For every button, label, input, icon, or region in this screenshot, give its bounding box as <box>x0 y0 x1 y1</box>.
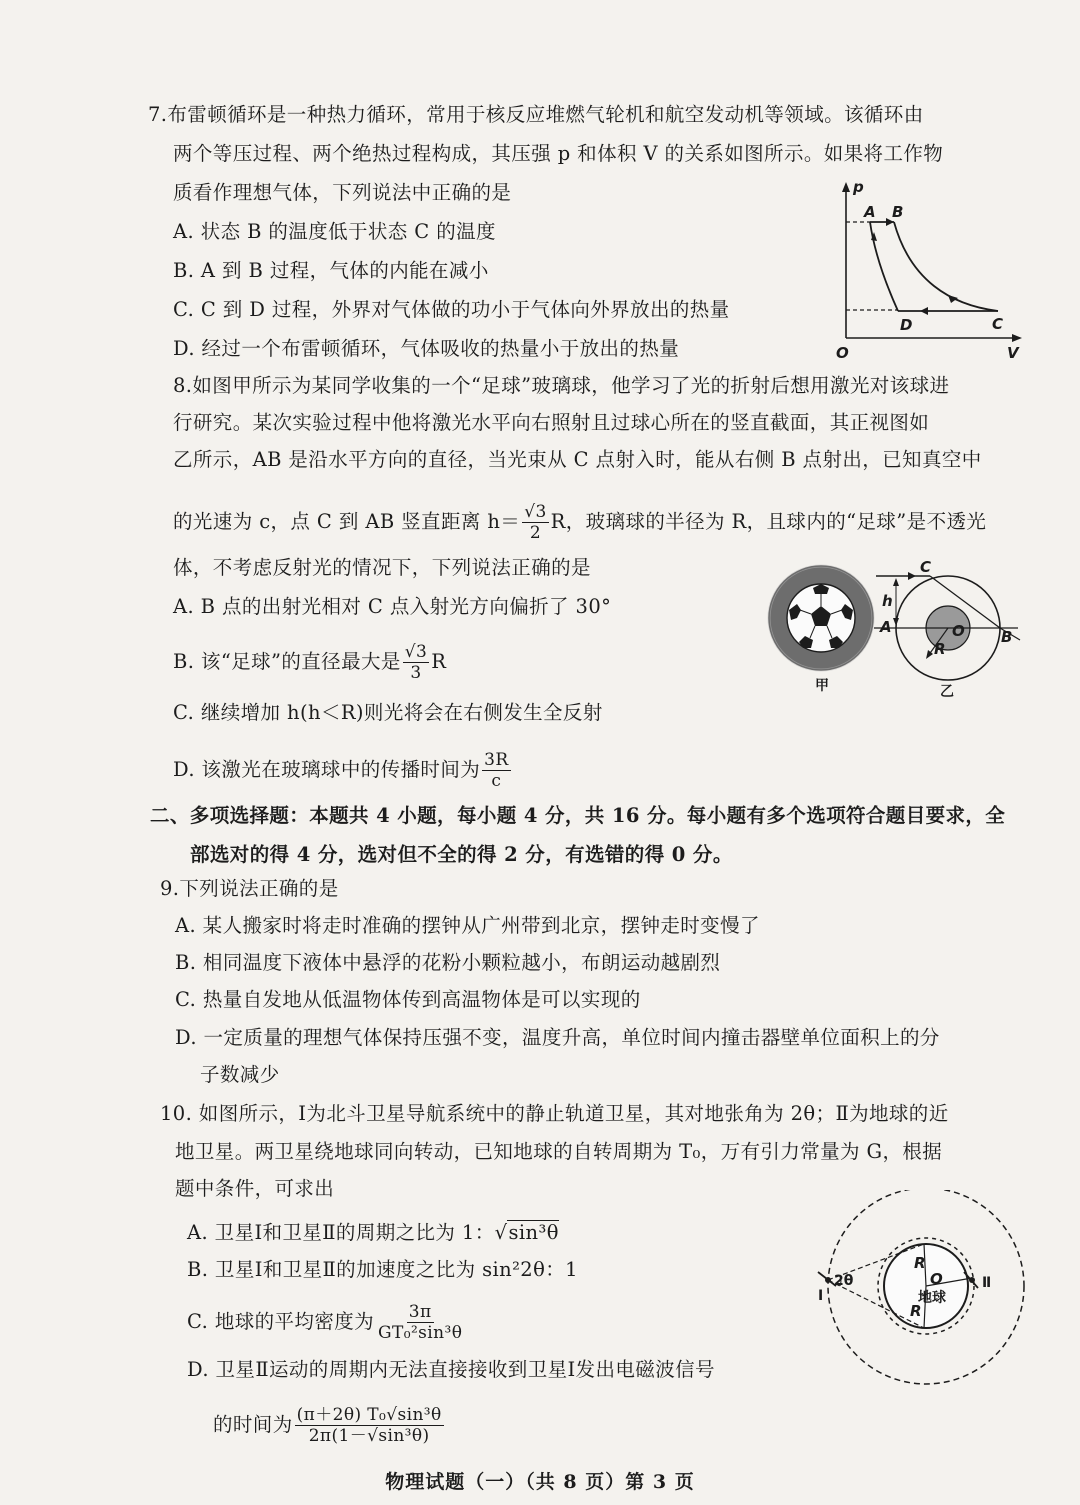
point-d-label: D <box>900 316 913 334</box>
q10-stem-line3: 题中条件，可求出 <box>175 1177 335 1200</box>
point-a-label: A <box>880 618 892 636</box>
earth-label: 地球 <box>918 1290 946 1306</box>
q8-stem-line1: 8.如图甲所示为某同学收集的一个“足球”玻璃球，他学习了光的折射后想用激光对该球进 <box>173 374 950 397</box>
density-fraction: $\frac{3\pi}{\text{GT₀²sin³θ}}$ <box>378 1302 463 1343</box>
v-axis-label: V <box>1007 344 1019 362</box>
q9-option-b: B. 相同温度下液体中悬浮的花粉小颗粒越小，布朗运动越剧烈 <box>175 951 721 974</box>
q8-option-b: B. 该“足球”的直径最大是 $\frac{√3}{3}$ R <box>173 642 447 683</box>
q10-option-c: C. 地球的平均密度为 $\frac{3\pi}{\text{GT₀²sin³θ}}$ <box>187 1302 463 1343</box>
page-footer: 物理试题（一）（共 8 页）第 3 页 <box>385 1471 695 1493</box>
q10-option-d-cont: 的时间为 $\frac{\text{(π＋2θ) T₀√sin³θ}}{\text{2π(1－√sin³θ)}}$ <box>213 1405 442 1446</box>
yi-label: 乙 <box>940 684 954 700</box>
q7-stem-line3: 质看作理想气体，下列说法中正确的是 <box>173 181 512 204</box>
q8-figure-jia <box>765 562 885 702</box>
q7-option-a: A. 状态 B 的温度低于状态 C 的温度 <box>173 220 496 243</box>
q8-option-c: C. 继续增加 h(h＜R)则光将会在右侧发生全反射 <box>173 701 603 724</box>
q10-stem-line1: 10. 如图所示，Ⅰ为北斗卫星导航系统中的静止轨道卫星，其对地张角为 2θ；Ⅱ为地球的近 <box>160 1102 949 1125</box>
q8-line4-text-b: R，玻璃球的半径为 R，且球内的“足球”是不透光 <box>550 510 987 533</box>
time-fraction: $\frac{\text{(π＋2θ) T₀√sin³θ}}{\text{2π(1－√sin³θ)}}$ <box>296 1405 442 1446</box>
q9-stem: 9.下列说法正确的是 <box>160 877 339 900</box>
q7-stem-line2: 两个等压过程、两个绝热过程构成，其压强 p 和体积 V 的关系如图所示。如果将工作物 <box>173 142 944 165</box>
q9-option-a: A. 某人搬家时将走时准确的摆钟从广州带到北京，摆钟走时变慢了 <box>175 914 760 937</box>
sat2-label: Ⅱ <box>982 1275 992 1291</box>
q8-line4-text-a: 的光速为 c，点 C 到 AB 竖直距离 h＝ <box>173 510 521 533</box>
q9-option-d: D. 一定质量的理想气体保持压强不变，温度升高，单位时间内撞击器壁单位面积上的分 <box>175 1026 940 1049</box>
q10-option-a: A. 卫星Ⅰ和卫星Ⅱ的周期之比为 1：√sin³θ <box>187 1221 559 1244</box>
q7-pv-diagram <box>830 180 1030 365</box>
jia-label: 甲 <box>815 678 829 694</box>
q7-option-b: B. A 到 B 过程，气体的内能在减小 <box>173 259 489 282</box>
q8-option-a: A. B 点的出射光相对 C 点入射光方向偏折了 30° <box>173 595 612 618</box>
q10-option-d: D. 卫星Ⅱ运动的周期内无法直接接收到卫星Ⅰ发出电磁波信号 <box>187 1358 715 1381</box>
q8-stem-line3: 乙所示，AB 是沿水平方向的直径，当光束从 C 点射入时，能从右侧 B 点射出，已知真空中 <box>173 448 982 471</box>
p-axis-label: p <box>853 180 864 196</box>
h-label: h <box>882 592 893 610</box>
radius-r-label: R <box>934 640 946 658</box>
q7-option-d: D. 经过一个布雷顿循环，气体吸收的热量小于放出的热量 <box>173 337 680 360</box>
center-o-label: O <box>930 1270 943 1288</box>
q10-option-b: B. 卫星Ⅰ和卫星Ⅱ的加速度之比为 sin²2θ：1 <box>187 1258 578 1281</box>
q8-figure-yi <box>868 556 1028 701</box>
q10-stem-line2: 地卫星。两卫星绕地球同向转动，已知地球的自转周期为 T₀，万有引力常量为 G，根据 <box>175 1140 943 1163</box>
d-fraction: $\frac{3R}{c}$ <box>484 750 509 791</box>
h-fraction: $\frac{√3}{2}$ <box>524 502 547 543</box>
point-c-label: C <box>992 315 1004 333</box>
q9-option-c: C. 热量自发地从低温物体传到高温物体是可以实现的 <box>175 988 641 1011</box>
q8-option-d: D. 该激光在玻璃球中的传播时间为 $\frac{3R}{c}$ <box>173 750 509 791</box>
section2-heading-line2: 部选对的得 4 分，选对但不全的得 2 分，有选错的得 0 分。 <box>190 843 733 866</box>
center-o-label: O <box>952 622 965 640</box>
q10-orbit-figure <box>796 1190 1046 1390</box>
q8-stem-line2: 行研究。某次实验过程中他将激光水平向右照射且过球心所在的竖直截面，其正视图如 <box>173 411 930 434</box>
point-b-label: B <box>892 203 904 221</box>
angle-label: 2θ <box>834 1273 854 1289</box>
radius-r-bottom-label: R <box>910 1302 922 1320</box>
origin-label: O <box>836 344 849 362</box>
q7-option-c: C. C 到 D 过程，外界对气体做的功小于气体向外界放出的热量 <box>173 298 730 321</box>
sqrt-term: sin³θ <box>508 1221 559 1244</box>
q7-stem-line1: 7.布雷顿循环是一种热力循环，常用于核反应堆燃气轮机和航空发动机等领域。该循环由 <box>148 103 924 126</box>
point-a-label: A <box>864 203 876 221</box>
point-b-label: B <box>1001 628 1013 646</box>
section2-heading-line1: 二、多项选择题：本题共 4 小题，每小题 4 分，共 16 分。每小题有多个选项符合题目要求，全 <box>150 804 1006 827</box>
q8-stem-line4 <box>173 502 986 543</box>
point-c-label: C <box>920 558 932 576</box>
b-fraction: $\frac{√3}{3}$ <box>404 642 428 683</box>
q8-stem-line5: 体，不考虑反射光的情况下，下列说法正确的是 <box>173 556 591 579</box>
bc-path <box>894 222 998 311</box>
q9-option-d-cont: 子数减少 <box>200 1063 280 1086</box>
sat1-label: Ⅰ <box>818 1288 824 1304</box>
radius-r-top-label: R <box>914 1254 926 1272</box>
